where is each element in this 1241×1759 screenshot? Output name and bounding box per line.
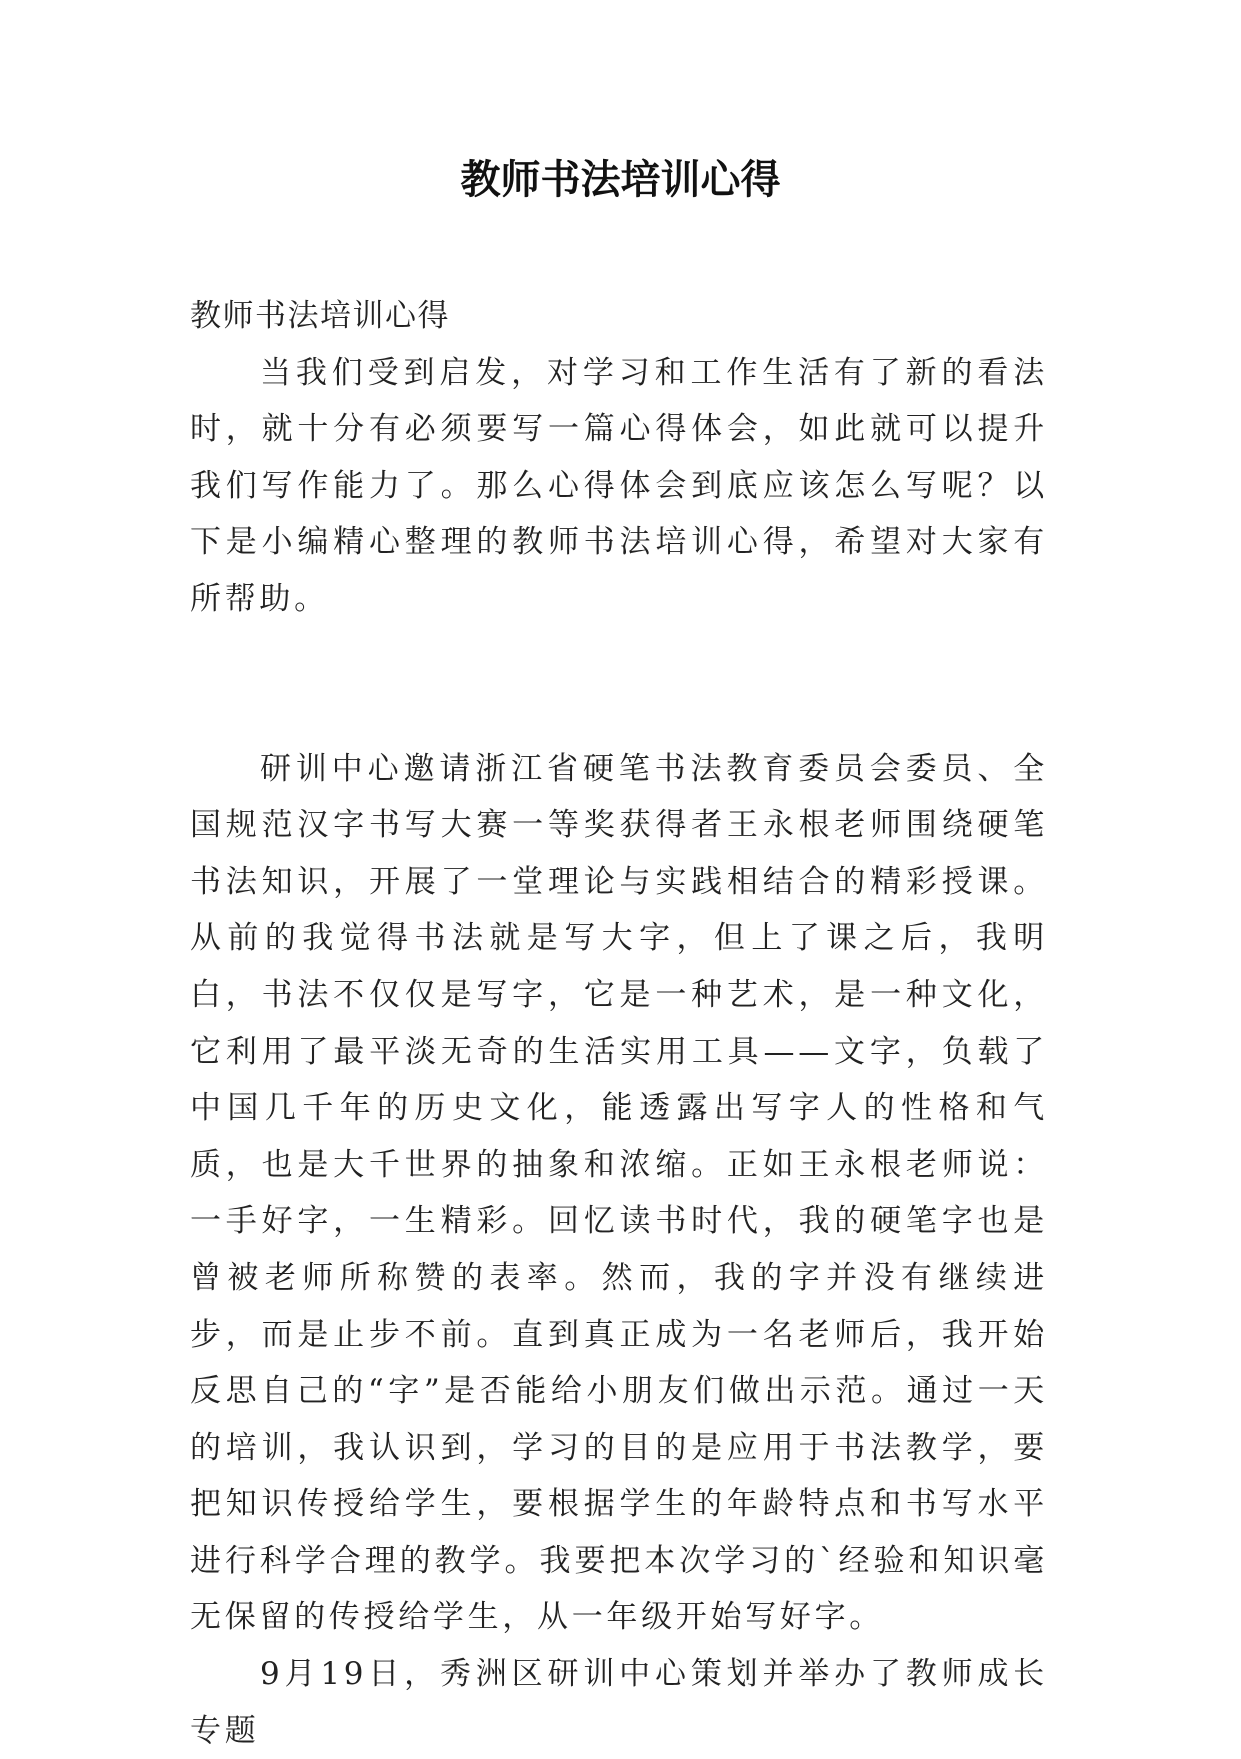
intro-paragraph: 当我们受到启发，对学习和工作生活有了新的看法时，就十分有必须要写一篇心得体会，如此就可以提升我们写作能力了。那么心得体会到底应该怎么写呢？以下是小编精心整理的教师书法培训心得，希望对大家有所帮助。 [190, 354, 1048, 617]
body-paragraph: 研训中心邀请浙江省硬笔书法教育委员会委员、全国规范汉字书写大赛一等奖获得者王永根老师围绕硬笔书法知识，开展了一堂理论与实践相结合的精彩授课。从前的我觉得书法就是写大字，但上了课之后，我明白，书法不仅仅是写字，它是一种艺术，是一种文化，它利用了最平淡无奇的生活实用工具——文字，负载了中国几千年的历史文化，能透露出写字人的性格和气质，也是大千世界的抽象和浓缩。正如王永根老师说：一手好字，一生精彩。回忆读书时代，我的硬笔字也是曾被老师所称赞的表率。然而，我的字并没有继续进步，而是止步不前。直到真正成为一名老师后，我开始反思自己的“字”是否能给小朋友们做出示范。通过一天的培训，我认识到，学习的目的是应用于书法教学，要把知识传授给学生，要根据学生的年龄特点和书写水平进行科学合理的教学。我要把本次学习的`经验和知识毫无保留的传授给学生，从一年级开始写好字。 [190, 750, 1048, 1636]
document-body [190, 288, 1048, 1759]
body-paragraph: 9月19日，秀洲区研训中心策划并举办了教师成长专题 [190, 1656, 1048, 1749]
document-title: 教师书法培训心得 [460, 157, 781, 203]
document-subtitle: 教师书法培训心得 [190, 298, 450, 334]
paragraph-spacer [190, 628, 1048, 741]
